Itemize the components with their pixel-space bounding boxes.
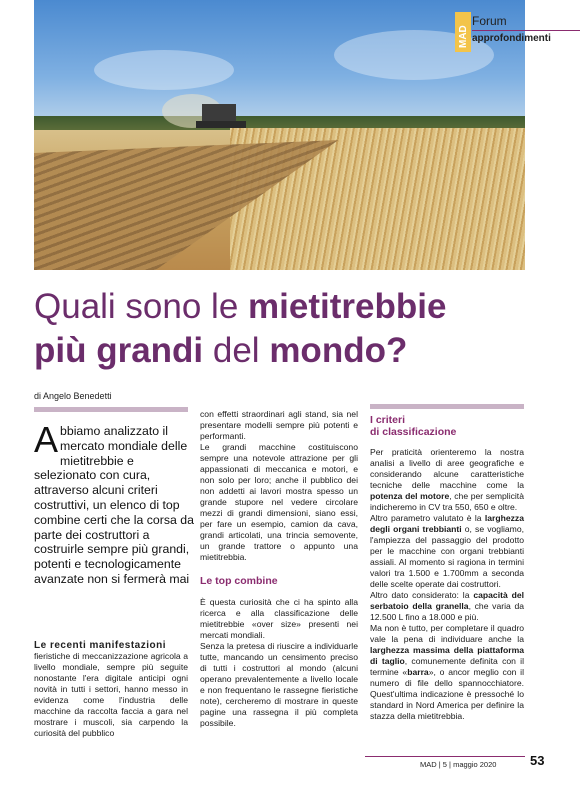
emphasis: barra [407,667,429,677]
photo-cloud [94,50,234,90]
emphasis: potenza del motore [370,491,450,501]
page-number: 53 [530,753,545,768]
body-paragraph [370,513,524,590]
emphasis: larghezza massima della piattaforma di taglio [370,645,524,666]
text-run: , che per semplicità indicheremo in CV tra 550, 650 e oltre. [370,491,524,512]
section-heading: Le recenti manifestazioni [34,640,166,651]
article-title [34,285,554,373]
body-paragraph [370,447,524,513]
text-run: Altro dato considerato: la [370,590,474,600]
column-2 [200,409,358,729]
intro-paragraph [34,419,194,587]
column-rule [370,404,524,409]
body-paragraph: È questa curiosità che ci ha spinto alla ricerca e alla classificazione delle mietitrebbie «over size» presenti nei mercati mondiali. [200,597,358,640]
section-heading: di classificazione [370,426,457,438]
intro-text: bbiamo analizzato il mercato mondiale delle mietitrebbie e selezionato con cura, attraverso alcuni criteri costruttivi, un elenco di top combine certi che la corsa da parte dei costruttori a costruirle sempre più grandi, potenti e tecnologicamente avanzate non si fermerà mai [34,424,194,586]
title-part: più grandi [34,331,204,370]
byline: di Angelo Benedetti [34,391,112,401]
body-paragraph: Le grandi macchine costituiscono sempre una notevole attrazione per gli appassionati di meccanica e motori, e non solo per loro; anche il pubblico dei non addetti ai lavori mostra spesso un grande stupore nel vedere circolare mezzi di grandi dimensioni, siano essi, per fare un esempio, camion da cava, grandi articolati, una trincia semovente, un grande trattore o appunto una mietitrebbia. [200,442,358,562]
text-run: », o ancor meglio con il numero di file dello spannocchiatore. Quest'ultima indicazione è pressoché lo standard in Nord America per definire la stazza della mietitrebbia. [370,667,525,721]
dropcap: A [34,419,59,460]
hero-photo-combine-harvester [34,0,525,270]
photo-combine-machine [196,104,246,130]
text-run: Ma non è tutto, per completare il quadro vale la pena di individuare anche la [370,623,524,644]
logo-text: MAD [458,25,469,48]
text-run: , comunemente definita con il termine « [370,656,524,677]
section-heading: I criteri [370,414,406,426]
section-divider [472,30,580,31]
subsection-label: approfondimenti [472,33,551,44]
title-part: mietitrebbie [248,287,447,326]
emphasis: larghezza degli organi trebbianti [370,513,524,534]
body-paragraph: fieristiche di meccanizzazione agricola a livello mondiale, sempre più seguite nonostante l'era digitale anticipi ogni novità in tutti i settori, hanno messo in evidenza come l'industria delle macchine da raccolta faccia a gara nel mostrare i muscoli, sia carpendo la curiosità del pubblico [34,651,188,738]
column-rule [34,407,188,412]
title-part: del [203,331,270,370]
column-3 [370,414,524,722]
body-paragraph: Senza la pretesa di riuscire a individuarle tutte, mancando un censimento preciso di tutti i costruttori al mondo (alcuni operano prevalentemente a livello locale e non frequentano le rassegne fieristiche note), cercheremo di mostrare in queste pagine una rassegna il più completa possibile. [200,641,358,728]
body-paragraph [370,590,524,623]
text-run: Per praticità orienteremo la nostra analisi a livello di aree geografiche e considerando alcune caratteristiche tecniche delle macchine come la [370,447,524,490]
section-heading: Le top combine [200,575,278,587]
body-paragraph: con effetti straordinari agli stand, sia nel presentare modelli sempre più potenti e performanti. [200,409,358,441]
footer-divider [365,756,525,757]
body-paragraph [370,623,524,722]
title-part: Quali sono le [34,287,249,326]
text-run: o, se vogliamo, l'ampiezza del passaggio del prodotto per le macchine con organi trebbianti assiali. Al momento si ragiona in termini valori tra 1.500 e 1.700mm a seconda delle scelte operate dai costruttori. [370,524,524,589]
mad-logo-icon [455,12,471,52]
text-run: Altro parametro valutato è la [370,513,485,523]
text-run: , che varia da 12.500 L fino a 18.000 e più. [370,601,524,622]
column-1-lower [34,640,188,739]
emphasis: capacità del serbatoio della granella [370,590,524,611]
section-label: Forum [472,14,507,28]
footer-issue: MAD | 5 | maggio 2020 [420,760,497,769]
title-part: mondo? [269,331,408,370]
